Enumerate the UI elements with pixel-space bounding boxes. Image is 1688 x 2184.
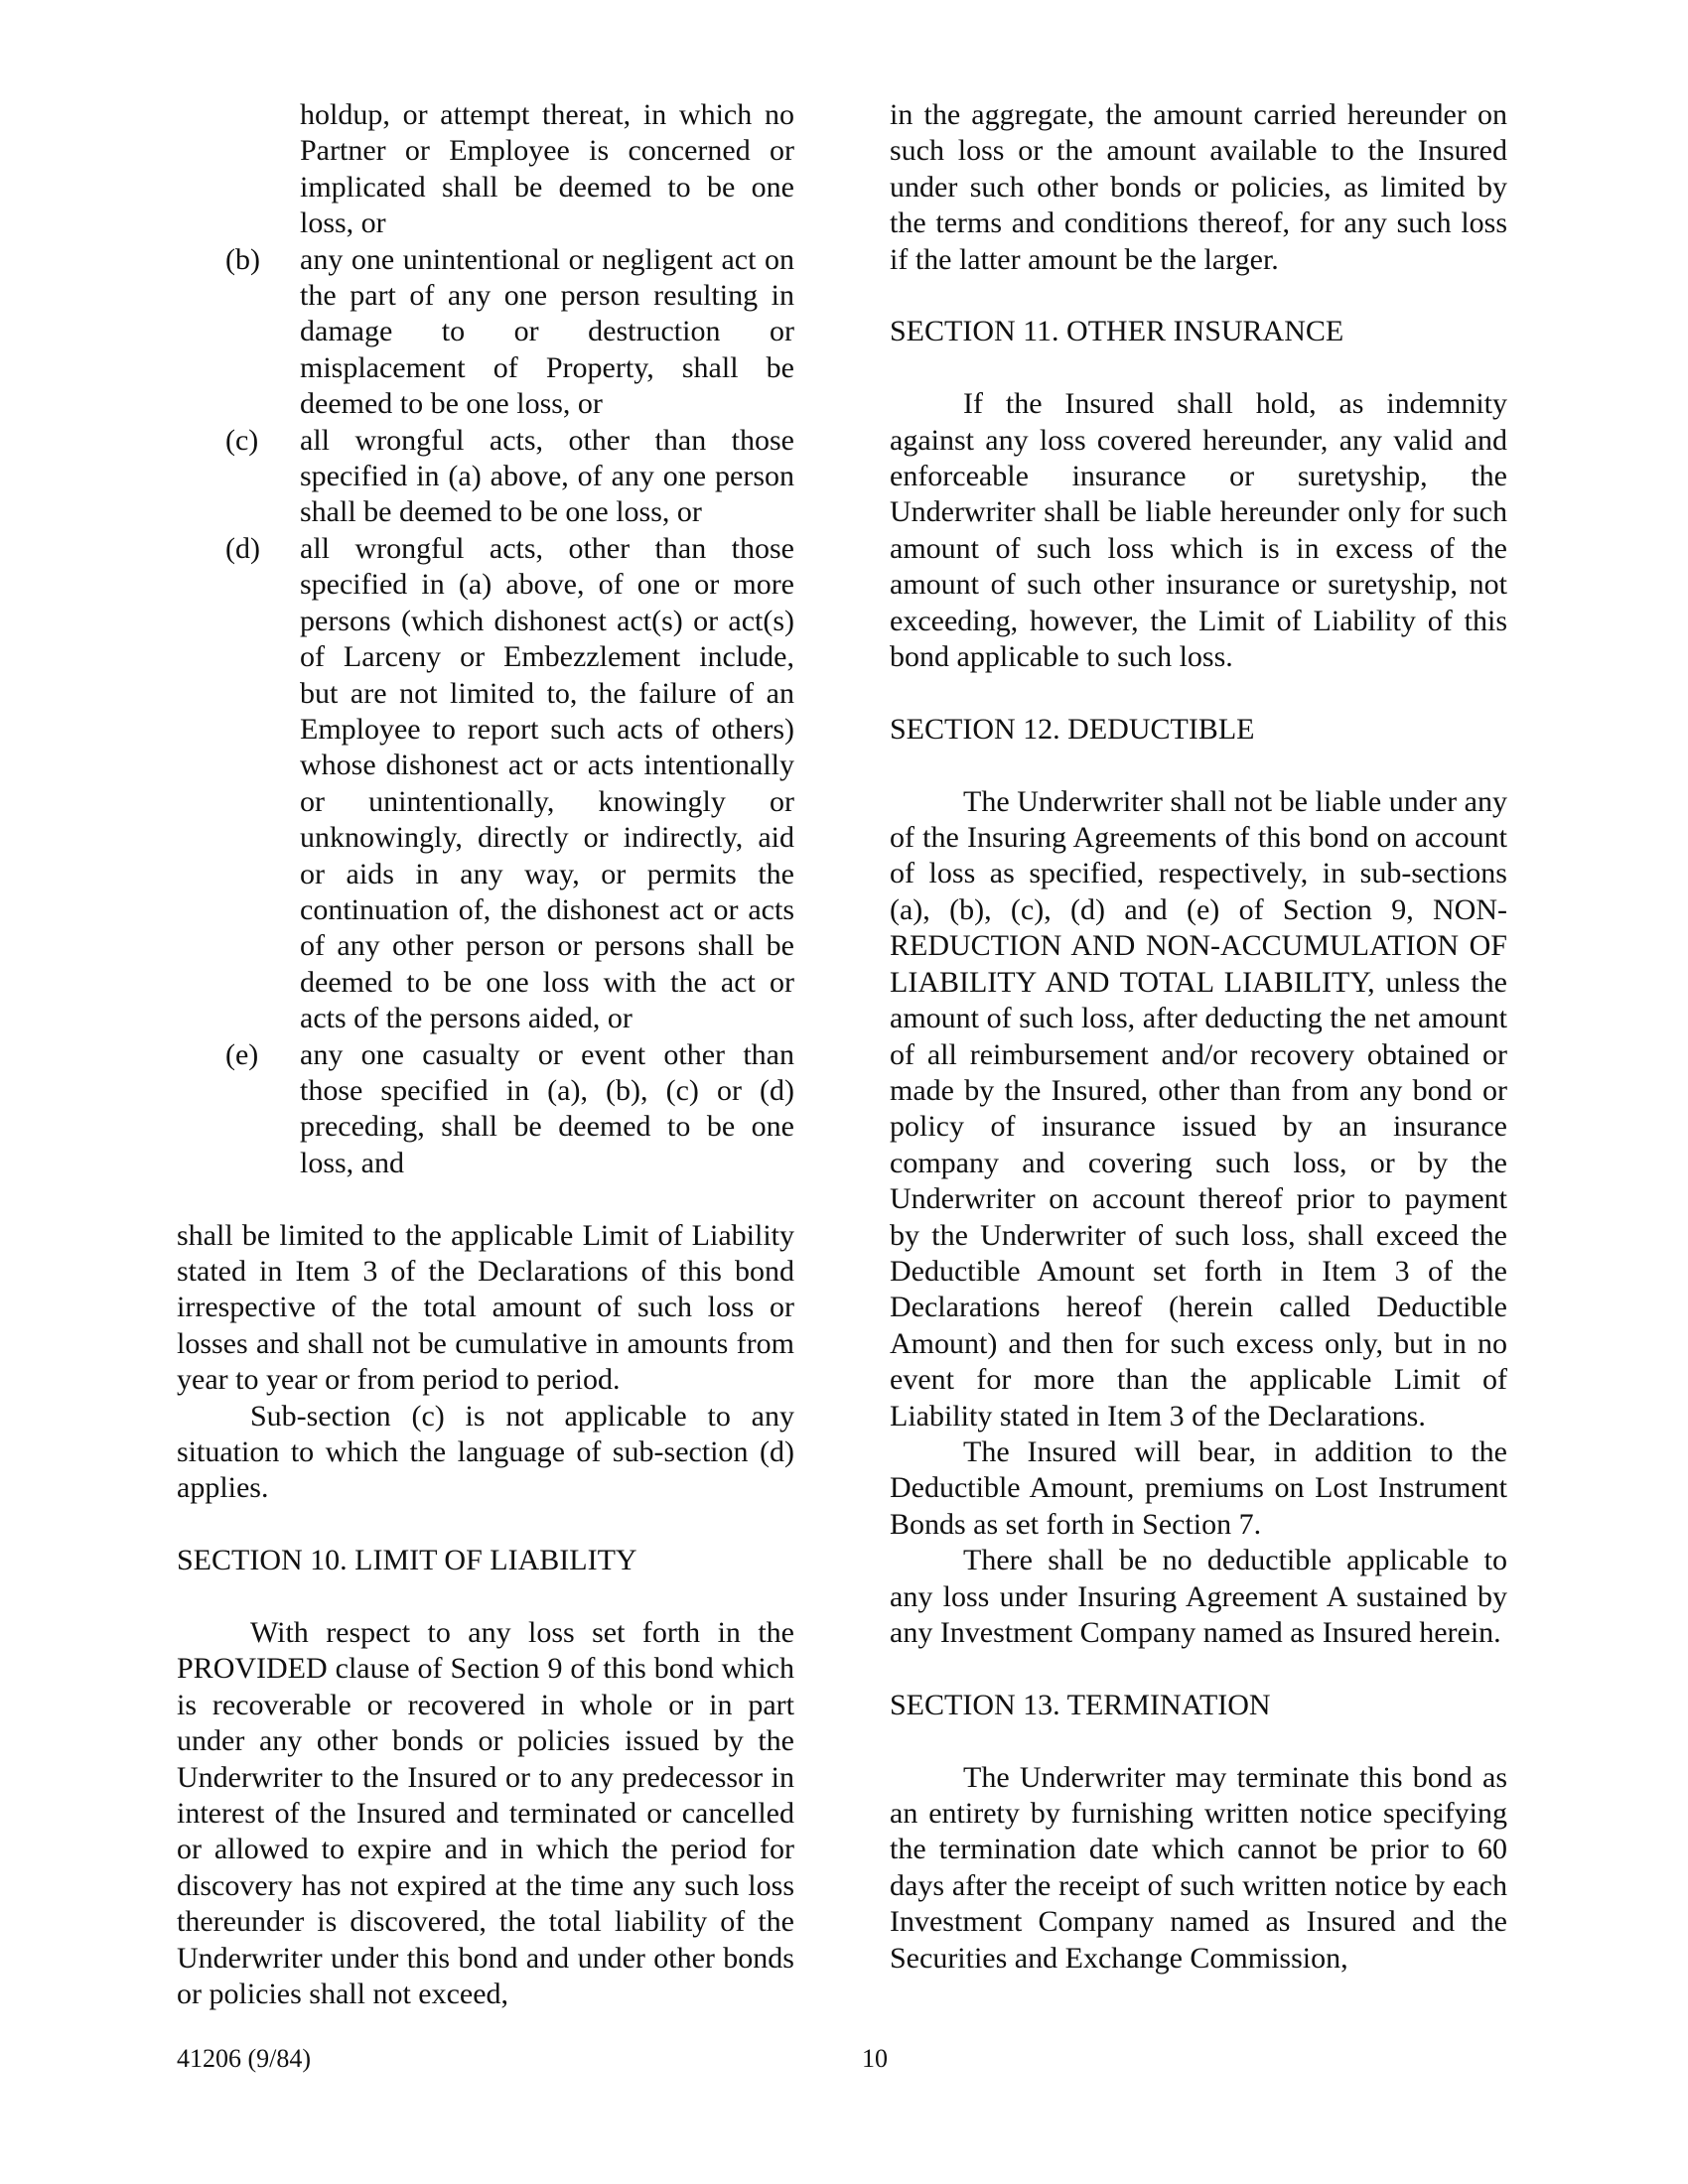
list-item-label: (d)	[225, 531, 260, 565]
list-item-label: (e)	[225, 1037, 259, 1071]
section-10-heading: SECTION 10. LIMIT OF LIABILITY	[177, 1544, 637, 1577]
list-item-text: holdup, or attempt thereat, in which no Partner or Employee is concerned or implicated shall be deemed to be one loss, or	[300, 98, 794, 240]
section-12-body-3: There shall be no deductible applicable to any loss under Insuring Agreement A sustained by any Investment Company named as Insured herein.	[890, 1544, 1507, 1649]
section-12-body-2: The Insured will bear, in addition to the Deductible Amount, premiums on Lost Instrument Bonds as set forth in Section 7.	[890, 1434, 1507, 1541]
list-item-a-continuation	[177, 97, 794, 242]
subsection-note-paragraph: Sub-section (c) is not applicable to any situation to which the language of sub-section (d) applies.	[177, 1399, 794, 1505]
list-item-e	[177, 1037, 794, 1182]
section-10-body: With respect to any loss set forth in the PROVIDED clause of Section 9 of this bond which is recoverable or recovered in whole or in part under any other bonds or policies issued by the Underwriter to the Insured or to any predecessor in interest of the Insured and terminated or cancelled or allowed to expire and in which the period for discovery has not expired at the time any such loss thereunder is discovered, the total liability of the Underwriter under this bond and under other bonds or policies shall not exceed,	[177, 1616, 794, 2011]
section-11-heading: SECTION 11. OTHER INSURANCE	[890, 315, 1344, 348]
list-item-d	[177, 531, 794, 1037]
section-10-continuation: in the aggregate, the amount carried hereunder on such loss or the amount available to the Insured under such other bonds or policies, as limited by the terms and conditions thereof, for any such loss if the latter amount be the larger.	[890, 98, 1507, 276]
list-item-text: all wrongful acts, other than those specified in (a) above, of one or more persons (which dishonest act(s) or act(s) of Larceny or Embezzlement include, but are not limited to, the failure of an Employee to report such acts of others) whose dishonest act or acts intentionally or unintentionally, knowingly or unknowingly, directly or indirectly, aid or aids in any way, or permits the continuation of, the dishonest act or acts of any other person or persons shall be deemed to be one loss with the act or acts of the persons aided, or	[300, 531, 794, 1035]
list-item-label: (c)	[225, 423, 259, 457]
section-13-body: The Underwriter may terminate this bond as an entirety by furnishing written notice specifying the termination date which cannot be prior to 60 days after the receipt of such written notice by each Investment Company named as Insured and the Securities and Exchange Commission,	[890, 1760, 1507, 1975]
list-item-text: all wrongful acts, other than those specified in (a) above, of any one person shall be deemed to be one loss, or	[300, 423, 794, 529]
section-12-heading: SECTION 12. DEDUCTIBLE	[890, 712, 1255, 746]
list-item-c	[177, 423, 794, 531]
list-item-text: any one unintentional or negligent act on the part of any one person resulting in damage to or destruction or misplacement of Property, shall be deemed to be one loss, or	[300, 242, 794, 421]
section-12-body-1: The Underwriter shall not be liable under any of the Insuring Agreements of this bond on account of loss as specified, respectively, in sub-sections (a), (b), (c), (d) and (e) of Section 9, NON-REDUCTION AND NON-ACCUMULATION OF LIABILITY AND TOTAL LIABILITY, unless the amount of such loss, after deducting the net amount of all reimbursement and/or recovery obtained or made by the Insured, other than from any bond or policy of insurance issued by an insurance company and covering such loss, or by the Underwriter on account thereof prior to payment by the Underwriter of such loss, shall exceed the Deductible Amount set forth in Item 3 of the Declarations hereof (herein called Deductible Amount) and then for such excess only, but in no event for more than the applicable Limit of Liability stated in Item 3 of the Declarations.	[890, 784, 1507, 1433]
list-item-b	[177, 242, 794, 423]
list-item-text: any one casualty or event other than those specified in (a), (b), (c) or (d) preceding, shall be deemed to be one loss, and	[300, 1037, 794, 1179]
page-number: 10	[862, 2044, 888, 2073]
limited-paragraph: shall be limited to the applicable Limit of Liability stated in Item 3 of the Declarations of this bond irrespective of the total amount of such loss or losses and shall not be cumulative in amounts from year to year or from period to period.	[177, 1218, 794, 1397]
left-column	[177, 97, 794, 2012]
section-13-heading: SECTION 13. TERMINATION	[890, 1688, 1271, 1721]
form-code: 41206 (9/84)	[177, 2044, 312, 2073]
list-item-label: (b)	[225, 242, 260, 276]
right-column	[890, 97, 1507, 1977]
section-11-body: If the Insured shall hold, as indemnity against any loss covered hereunder, any valid and enforceable insurance or suretyship, the Underwriter shall be liable hereunder only for such amount of such loss which is in excess of the amount of such other insurance or suretyship, not exceeding, however, the Limit of Liability of this bond applicable to such loss.	[890, 387, 1507, 674]
